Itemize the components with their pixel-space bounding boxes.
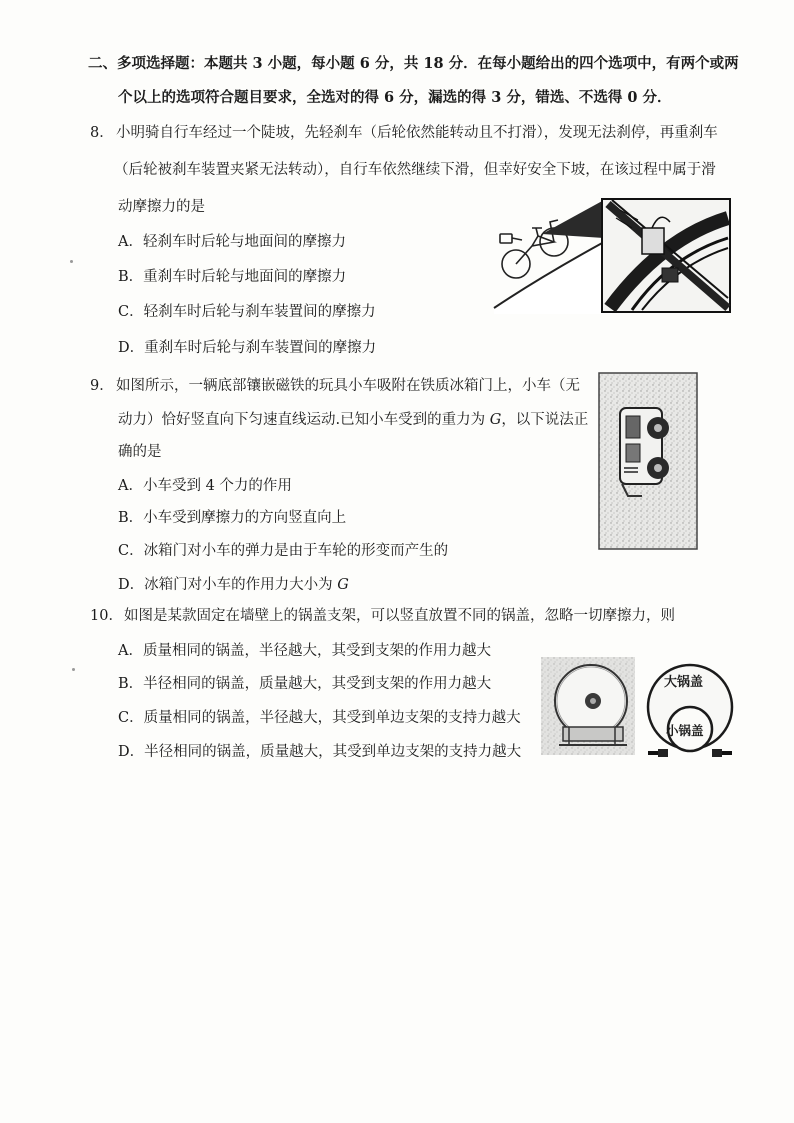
- q9-toy-car-figure: [598, 372, 698, 550]
- q9-option-c[interactable]: C．冰箱门对小车的弹力是由于车轮的形变而产生的: [118, 543, 449, 559]
- margin-speck: [70, 260, 73, 263]
- q10-number: 10．: [90, 608, 123, 624]
- pot-lid-icon: [555, 665, 627, 737]
- q9-number: 9．: [90, 378, 114, 394]
- q9-option-b[interactable]: B．小车受到摩擦力的方向竖直向上: [118, 510, 347, 526]
- q10-lid-holder-photo: [541, 657, 635, 755]
- big-lid-label: 大锅盖: [664, 675, 704, 690]
- q8-option-d[interactable]: D．重刹车时后轮与刹车装置间的摩擦力: [118, 340, 377, 356]
- q8-number: 8．: [90, 125, 114, 141]
- q9-stem-line3: 确的是: [118, 444, 162, 460]
- q8-option-a[interactable]: A．轻刹车时后轮与地面间的摩擦力: [118, 234, 346, 250]
- q10-stem-line1: 如图是某款固定在墙壁上的锅盖支架，可以竖直放置不同的锅盖，忽略一切摩擦力，则: [124, 608, 675, 624]
- q9-stem-line1: 如图所示，一辆底部镶嵌磁铁的玩具小车吸附在铁质冰箱门上，小车（无: [116, 378, 580, 394]
- q10-option-c[interactable]: C．质量相同的锅盖，半径越大，其受到单边支架的支持力越大: [118, 710, 521, 726]
- q8-bicycle-figure: [492, 198, 732, 314]
- small-lid-label: 小锅盖: [666, 723, 704, 738]
- q9-option-a[interactable]: A．小车受到 4 个力的作用: [118, 478, 292, 494]
- q8-option-b[interactable]: B．重刹车时后轮与地面间的摩擦力: [118, 269, 347, 285]
- margin-speck: [72, 668, 75, 671]
- q8-stem-line2: （后轮被刹车装置夹紧无法转动），自行车依然继续下滑，但幸好安全下坡，在该过程中属于滑: [114, 162, 716, 178]
- q9-option-d[interactable]: D．冰箱门对小车的作用力大小为 G: [118, 577, 349, 593]
- q8-stem-line3: 动摩擦力的是: [118, 199, 205, 215]
- section-heading-line1: 二、多项选择题：本题共 3 小题，每小题 6 分，共 18 分．在每小题给出的四个选项中，有两个或两: [88, 55, 739, 72]
- q8-option-c[interactable]: C．轻刹车时后轮与刹车装置间的摩擦力: [118, 304, 376, 320]
- q10-option-d[interactable]: D．半径相同的锅盖，质量越大，其受到单边支架的支持力越大: [118, 744, 522, 760]
- q10-option-a[interactable]: A．质量相同的锅盖，半径越大，其受到支架的作用力越大: [118, 643, 491, 659]
- q9-stem-line2: 动力）恰好竖直向下匀速直线运动.已知小车受到的重力为 G，以下说法正: [118, 412, 589, 428]
- section-heading-line2: 个以上的选项符合题目要求，全选对的得 6 分，漏选的得 3 分，错选、不选得 0 分．: [118, 89, 672, 106]
- q10-option-b[interactable]: B．半径相同的锅盖，质量越大，其受到支架的作用力越大: [118, 676, 492, 692]
- q8-stem-line1: 小明骑自行车经过一个陡坡，先轻刹车（后轮依然能转动且不打滑），发现无法刹停，再重刹车: [116, 125, 718, 141]
